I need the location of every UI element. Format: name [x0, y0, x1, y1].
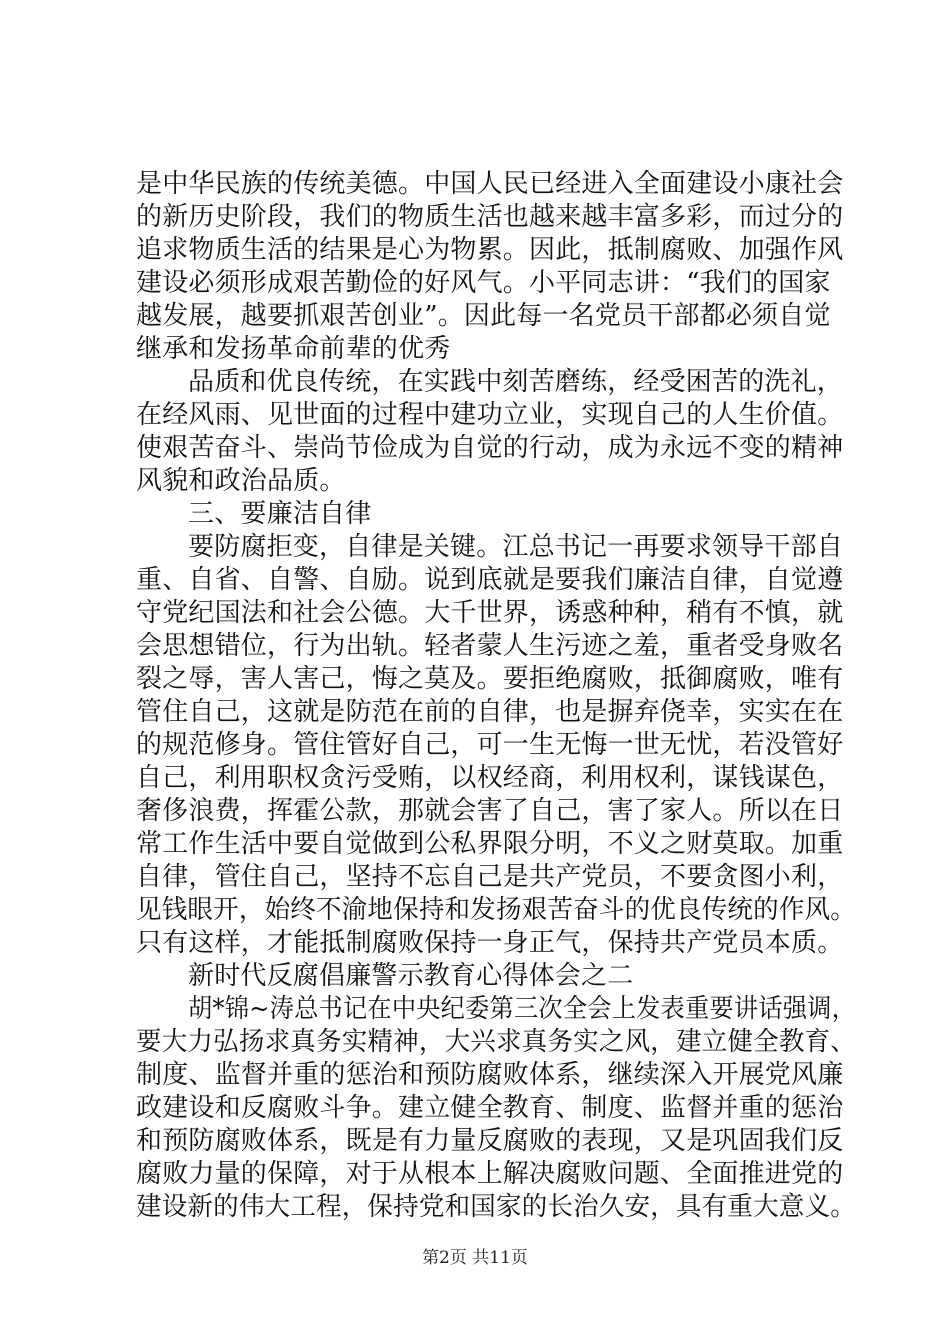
text-line: 会思想错位，行为出轨。轻者蒙人生污迹之羞，重者受身败名	[136, 631, 844, 661]
text-line: 裂之辱，害人害己，悔之莫及。要拒绝腐败，抵御腐败，唯有	[136, 664, 844, 694]
text-line: 腐败力量的保障，对于从根本上解决腐败问题、全面推进党的	[136, 1159, 844, 1189]
text-line: 越发展，越要抓艰苦创业”。因此每一名党员干部都必须自觉	[136, 301, 831, 331]
text-line: 政建设和反腐败斗争。建立健全教育、制度、监督并重的惩治	[136, 1093, 844, 1123]
text-line: 和预防腐败体系，既是有力量反腐败的表现，又是巩固我们反	[136, 1126, 844, 1156]
text-line: 的规范修身。管住管好自己，可一生无悔一世无忧，若没管好	[136, 730, 844, 760]
text-line: 三、要廉洁自律	[188, 499, 372, 529]
page-footer	[0, 1243, 950, 1268]
text-line: 继承和发扬革命前辈的优秀	[136, 334, 451, 364]
document-body	[136, 168, 856, 1224]
text-line: 守党纪国法和社会公德。大千世界，诱惑种种，稍有不慎，就	[136, 598, 844, 628]
text-line: 建设新的伟大工程，保持党和国家的长治久安，具有重大意义。	[136, 1192, 856, 1222]
text-line: 品质和优良传统，在实践中刻苦磨练，经受困苦的洗礼，	[188, 367, 844, 397]
text-line: 制度、监督并重的惩治和预防腐败体系，继续深入开展党风廉	[136, 1060, 844, 1090]
text-line: 要防腐拒变，自律是关键。江总书记一再要求领导干部自	[188, 532, 844, 562]
page-number-label: 第2页 共11页	[422, 1248, 528, 1268]
text-line: 追求物质生活的结果是心为物累。因此，抵制腐败、加强作风	[136, 235, 844, 265]
text-line: 只有这样，才能抵制腐败保持一身正气，保持共产党员本质。	[136, 928, 844, 958]
text-line: 重、自省、自警、自励。说到底就是要我们廉洁自律，自觉遵	[136, 565, 844, 595]
text-line: 使艰苦奋斗、崇尚节俭成为自觉的行动，成为永远不变的精神	[136, 433, 844, 463]
text-line: 管住自己，这就是防范在前的自律，也是摒弃侥幸，实实在在	[136, 697, 844, 727]
text-line: 要大力弘扬求真务实精神，大兴求真务实之风，建立健全教育、	[136, 1027, 856, 1057]
text-line: 自己，利用职权贪污受贿，以权经商，利用权利，谋钱谋色，	[136, 763, 844, 793]
text-line: 的新历史阶段，我们的物质生活也越来越丰富多彩，而过分的	[136, 202, 844, 232]
text-line: 风貌和政治品质。	[136, 466, 346, 496]
text-line: 是中华民族的传统美德。中国人民已经进入全面建设小康社会	[136, 169, 844, 199]
text-line: 建设必须形成艰苦勤俭的好风气。小平同志讲：“我们的国家	[136, 268, 831, 298]
text-line: 常工作生活中要自觉做到公私界限分明，不义之财莫取。加重	[136, 829, 844, 859]
text-line: 奢侈浪费，挥霍公款，那就会害了自己，害了家人。所以在日	[136, 796, 844, 826]
text-line: 在经风雨、见世面的过程中建功立业，实现自己的人生价值。	[136, 400, 844, 430]
text-line: 自律，管住自己，坚持不忘自己是共产党员，不要贪图小利，	[136, 862, 844, 892]
text-line: 新时代反腐倡廉警示教育心得体会之二	[188, 961, 634, 991]
text-line: 见钱眼开，始终不渝地保持和发扬艰苦奋斗的优良传统的作风。	[136, 895, 856, 925]
text-line: 胡*锦~涛总书记在中央纪委第三次全会上发表重要讲话强调，	[188, 994, 856, 1024]
